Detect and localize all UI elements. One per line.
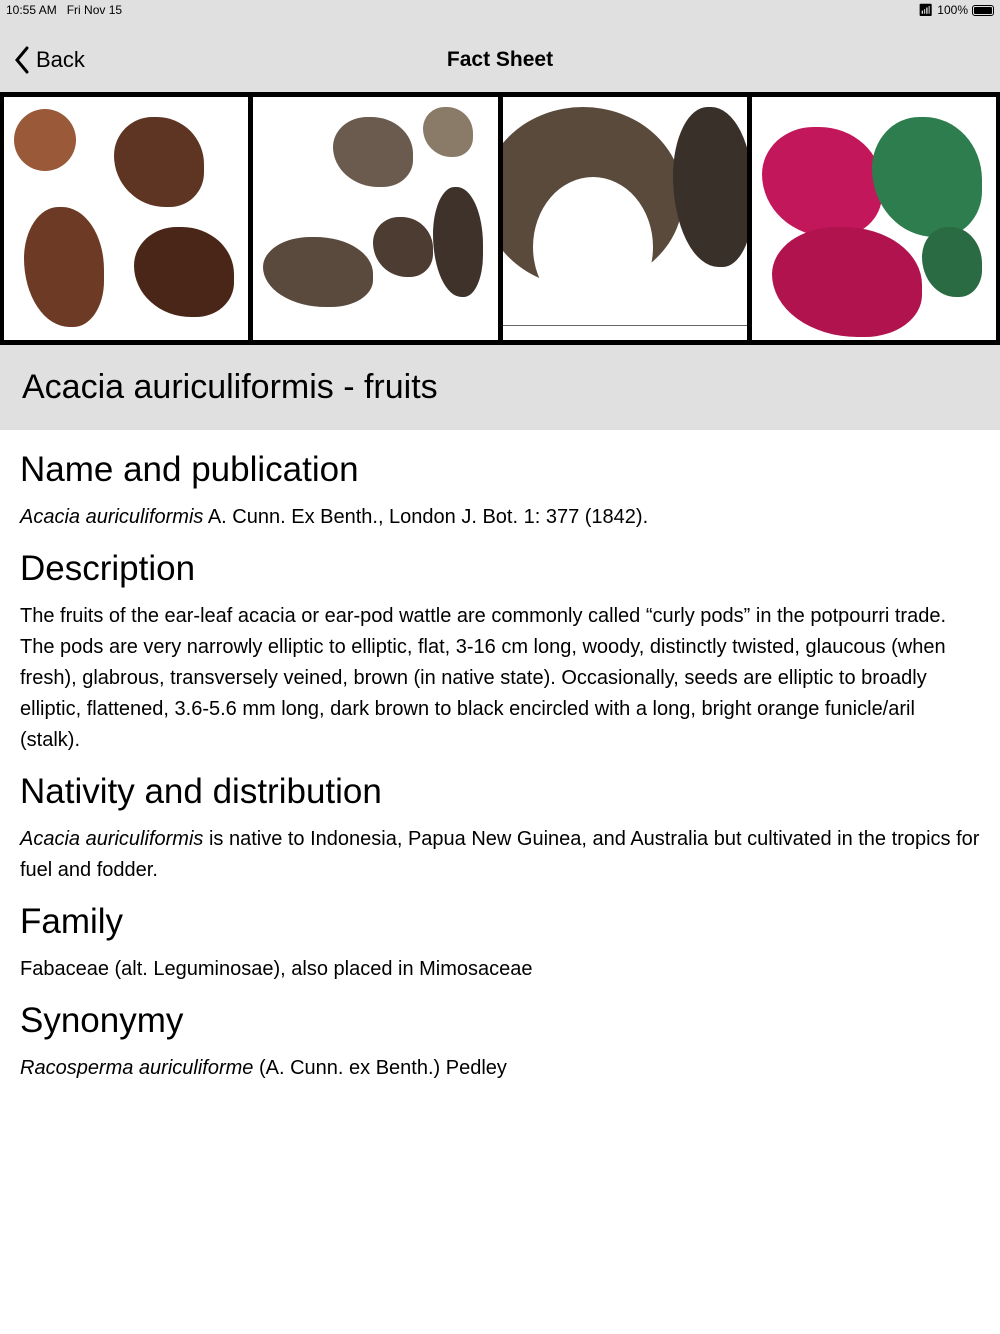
section-text (20, 1053, 980, 1084)
section-text (20, 824, 980, 886)
wifi-icon: 📶︎ (918, 3, 934, 17)
section-body: The fruits of the ear-leaf acacia or ear-pod wattle are commonly called “curly pods” in the potpourri trade. The pods are very narrowly elliptic to elliptic, flat, 3-16 cm long, woody, distinctly twisted, glaucous (when fresh), glabrous, transversely veined, brown (in native state). Occasionally, seeds are elliptic to broadly elliptic, flattened, 3.6-5.6 mm long, dark brown to black encircled with a long, bright orange funicle/aril (stalk). (20, 605, 946, 751)
section-name-and-publication (20, 450, 980, 533)
section-text (20, 601, 980, 756)
fact-content (0, 430, 1000, 1084)
status-bar (0, 0, 1000, 20)
gallery-image-1[interactable] (4, 97, 248, 340)
section-description (20, 549, 980, 756)
scientific-name: Racosperma auriculiforme (20, 1057, 254, 1079)
section-heading: Nativity and distribution (20, 772, 382, 811)
status-time: 10:55 AM (6, 3, 57, 17)
scientific-name: Acacia auriculiformis (20, 506, 204, 528)
section-body: (A. Cunn. ex Benth.) Pedley (253, 1057, 507, 1079)
section-heading: Family (20, 902, 124, 941)
scientific-name: Acacia auriculiformis (20, 828, 204, 850)
back-label: Back (36, 47, 85, 72)
section-family (20, 902, 980, 985)
section-text (20, 954, 980, 985)
section-heading: Name and publication (20, 450, 359, 489)
battery-percent: 100% (937, 3, 968, 17)
navigation-bar (0, 20, 1000, 92)
gallery-image-2[interactable] (253, 97, 497, 340)
section-heading: Description (20, 549, 196, 588)
section-body: A. Cunn. Ex Benth., London J. Bot. 1: 377 (1842). (203, 506, 649, 528)
gallery-image-4[interactable] (752, 97, 996, 340)
section-synonymy (20, 1001, 980, 1084)
image-gallery (0, 92, 1000, 345)
species-title: Acacia auriculiformis - fruits (0, 345, 1000, 430)
section-heading: Synonymy (20, 1001, 184, 1040)
gallery-image-3[interactable] (503, 97, 747, 340)
section-nativity-and-distribution (20, 772, 980, 886)
section-body: Fabaceae (alt. Leguminosae), also placed in Mimosaceae (20, 958, 533, 980)
status-date: Fri Nov 15 (66, 3, 123, 17)
section-text (20, 502, 980, 533)
battery-icon (972, 5, 994, 16)
section-body: is native to Indonesia, Papua New Guinea, and Australia but cultivated in the tropics for fuel and fodder. (20, 828, 980, 881)
page-title: Fact Sheet (446, 48, 554, 71)
